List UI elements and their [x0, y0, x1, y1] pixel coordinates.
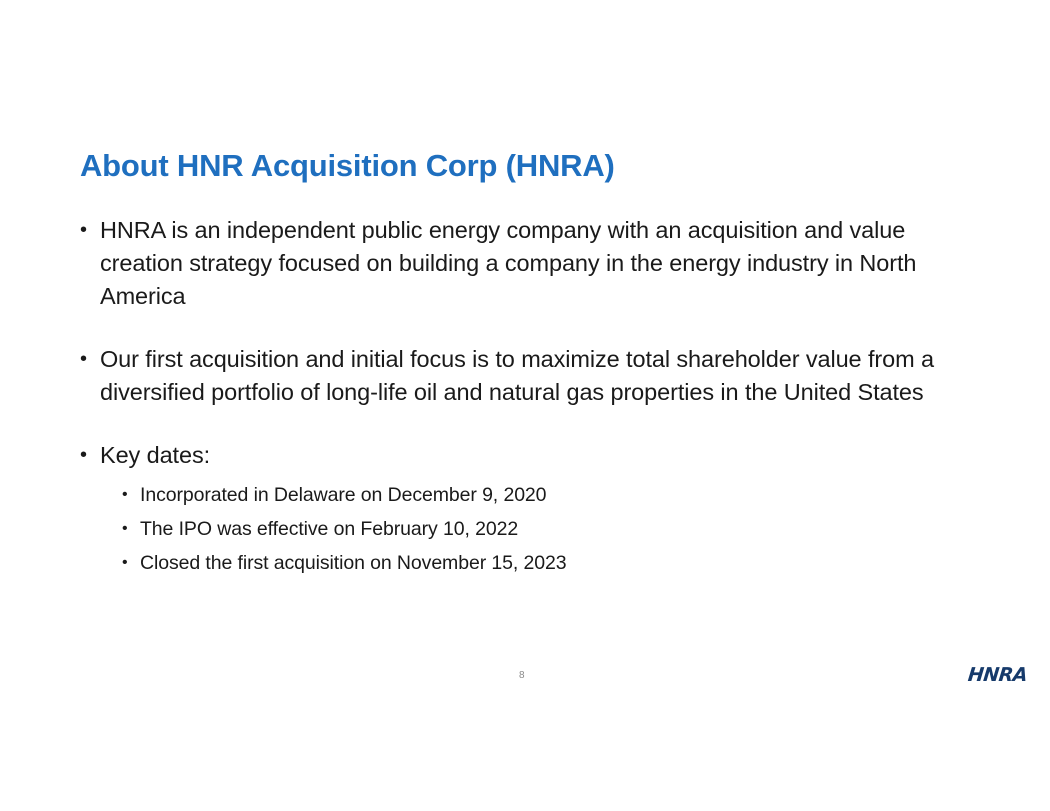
sub-bullet-item	[100, 546, 978, 580]
sub-bullet-text: The IPO was effective on February 10, 2022	[140, 518, 519, 540]
key-dates-list	[100, 478, 978, 580]
bullet-text: Our first acquisition and initial focus is to maximize total shareholder value from a diversified portfolio of long-life oil and natural gas properties in the United States	[100, 346, 934, 405]
bullet-dot-icon: •	[80, 444, 87, 466]
sub-bullet-item	[100, 478, 978, 512]
bullet-text: Key dates:	[100, 442, 211, 468]
bullet-item	[78, 214, 978, 313]
sub-bullet-dot-icon: •	[122, 554, 128, 571]
sub-bullet-dot-icon: •	[122, 520, 128, 537]
bullet-item	[78, 343, 978, 409]
bullet-text: HNRA is an independent public energy company with an acquisition and value creation strategy focused on building a company in the energy industry in North America	[100, 217, 917, 309]
bullet-dot-icon: •	[80, 348, 87, 370]
sub-bullet-text: Closed the first acquisition on November 15, 2023	[140, 552, 567, 574]
bullet-item-key-dates	[78, 439, 978, 580]
page-number: 8	[519, 670, 525, 681]
sub-bullet-dot-icon: •	[122, 486, 128, 503]
slide-title: About HNR Acquisition Corp (HNRA)	[80, 148, 615, 183]
bullet-dot-icon: •	[80, 219, 87, 241]
sub-bullet-item	[100, 512, 978, 546]
company-logo: HNRA	[966, 664, 1029, 686]
bullet-list	[78, 214, 978, 580]
sub-bullet-text: Incorporated in Delaware on December 9, 2020	[140, 484, 547, 506]
